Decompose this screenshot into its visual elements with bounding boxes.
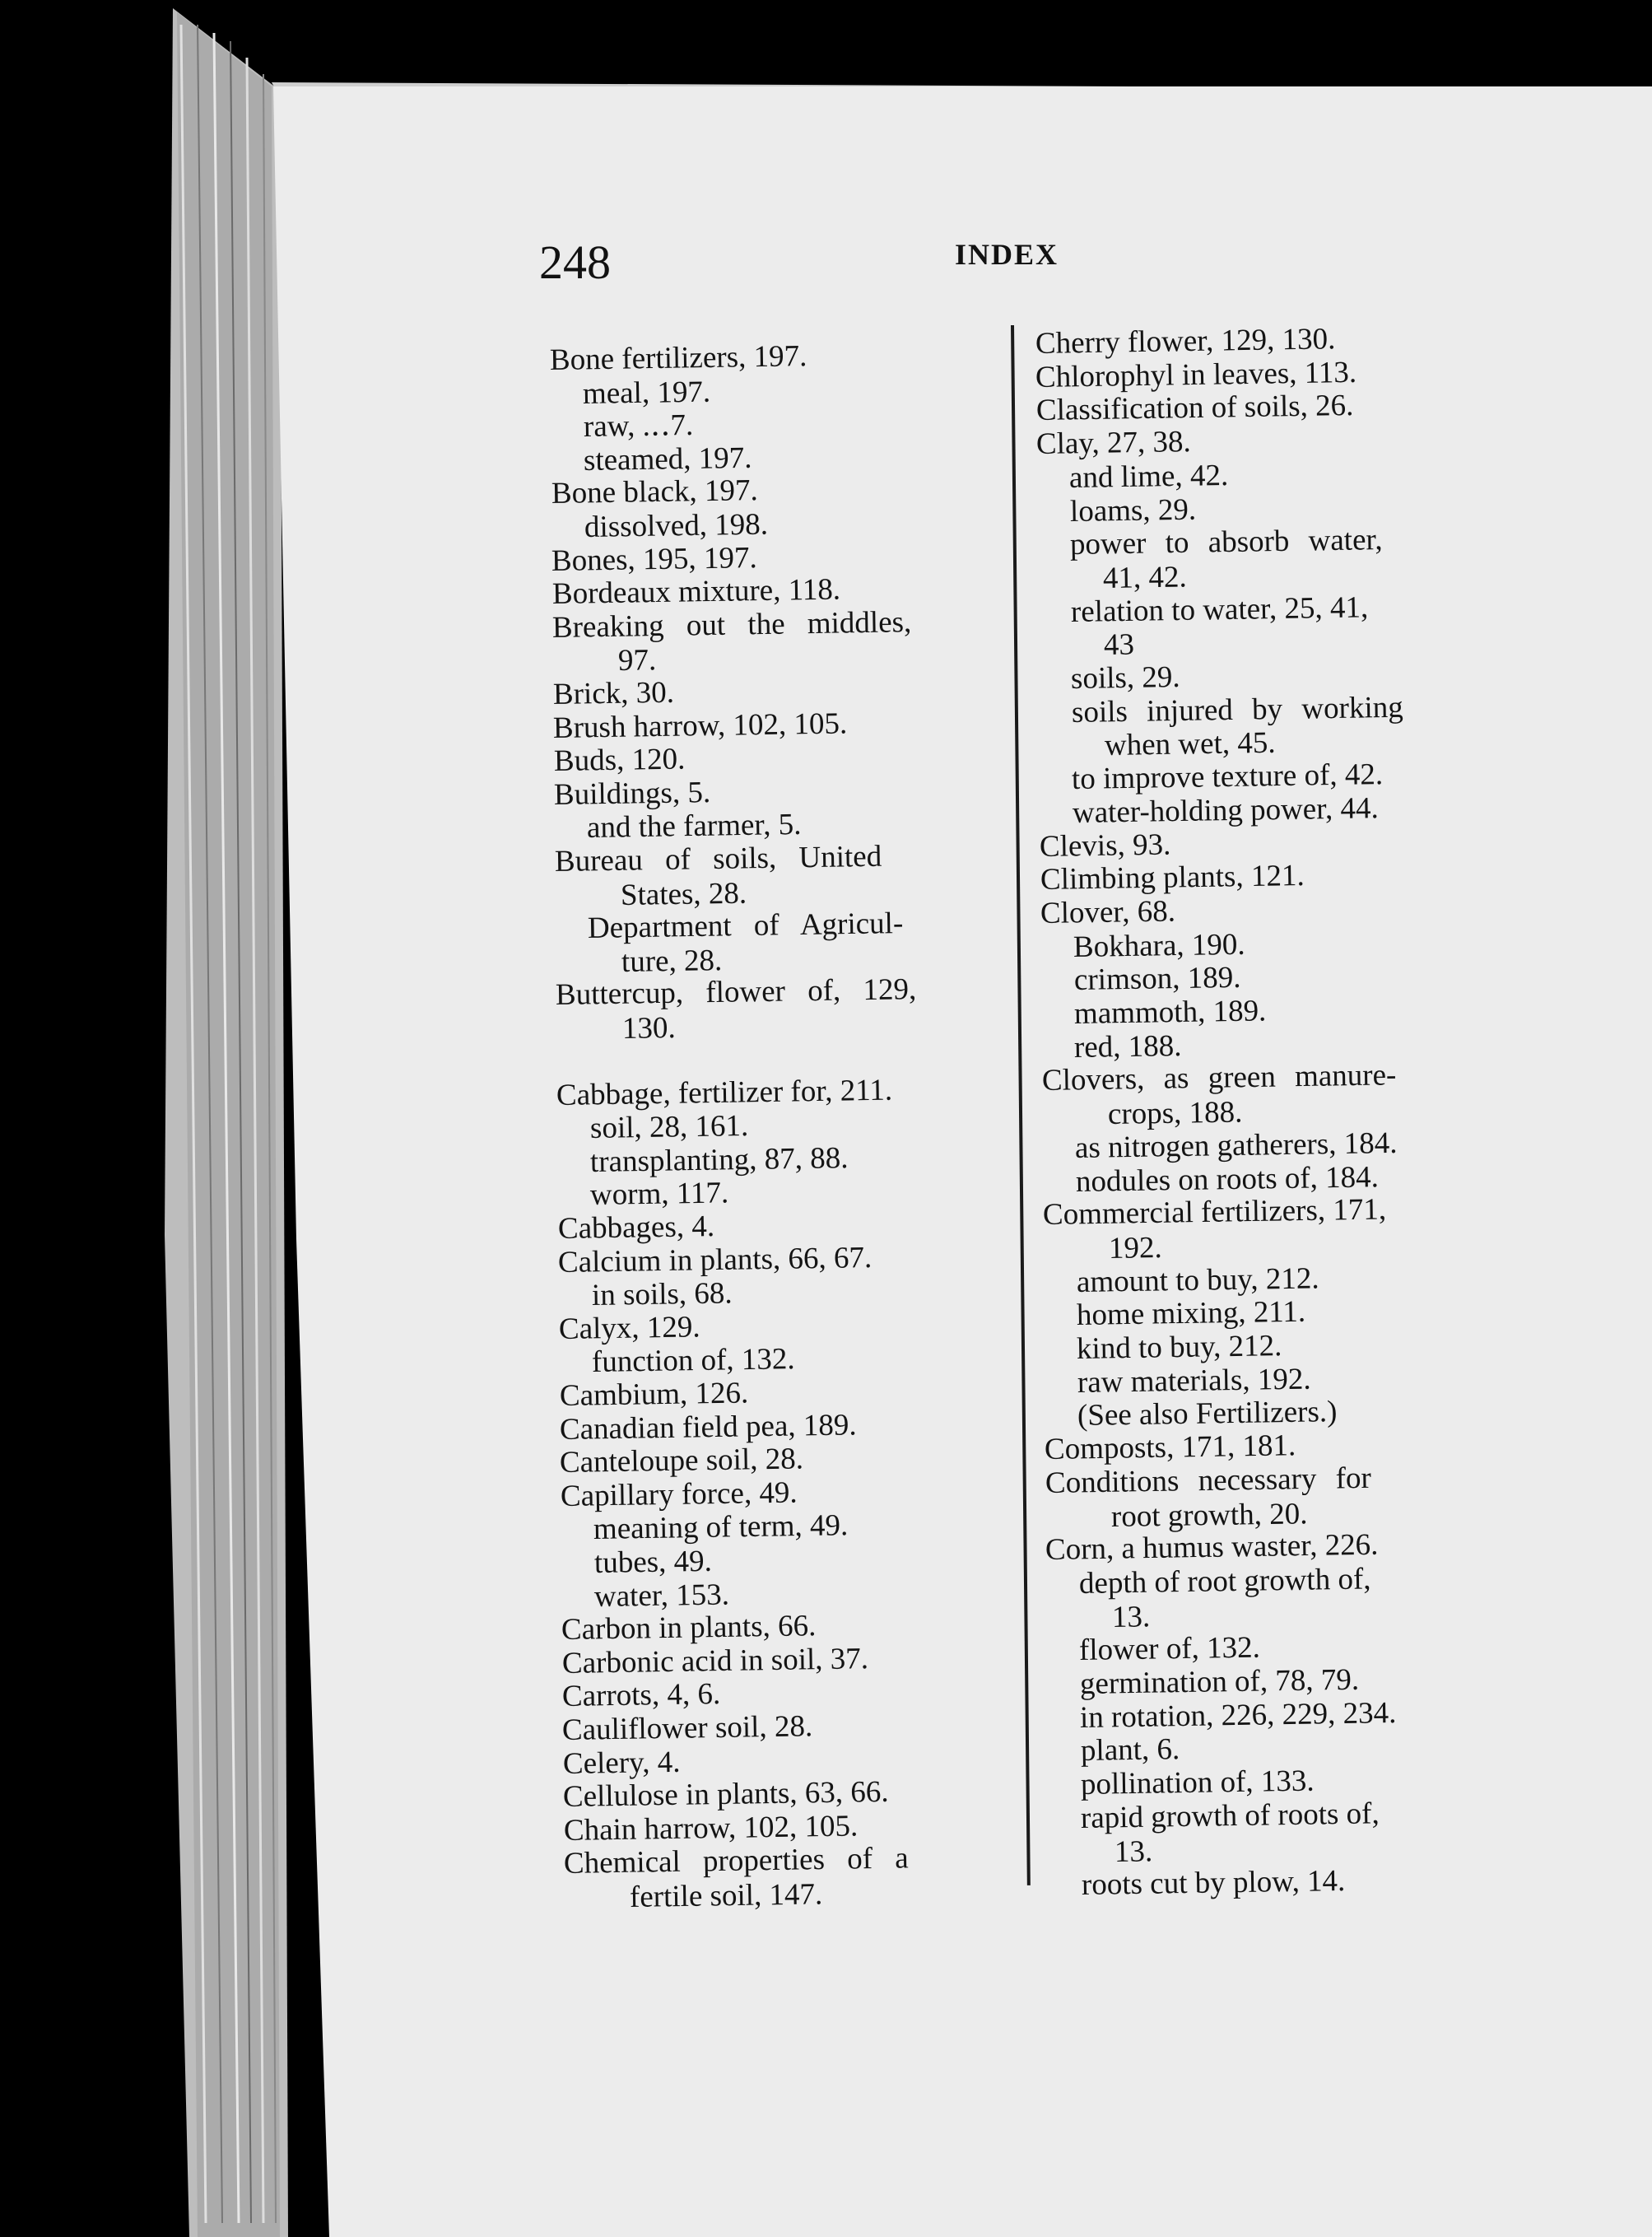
index-entry: 43 (1103, 627, 1135, 663)
index-entry: in rotation, 226, 229, 234. (1079, 1695, 1397, 1735)
index-entry: Buds, 120. (553, 742, 686, 779)
index-entry: Composts, 171, 181. (1045, 1428, 1296, 1467)
index-entry: Capillary force, 49. (560, 1475, 798, 1513)
index-entry: Clovers, as green manure- (1041, 1058, 1397, 1098)
page-number: 248 (539, 235, 611, 289)
index-entry: pollination of, 133. (1080, 1764, 1315, 1802)
index-entry: mammoth, 189. (1073, 994, 1267, 1031)
index-entry: tubes, 49. (593, 1544, 712, 1580)
index-entry: to improve texture of, 42. (1072, 757, 1384, 797)
index-entry: Climbing plants, 121. (1040, 859, 1305, 897)
index-entry: Bone black, 197. (551, 473, 758, 511)
index-entry: Clover, 68. (1040, 894, 1176, 930)
index-entry: raw, .‥7. (583, 408, 694, 445)
index-entry: germination of, 78, 79. (1079, 1662, 1360, 1701)
index-entry: nodules on roots of, 184. (1075, 1159, 1379, 1199)
index-entry: Cauliflower soil, 28. (562, 1709, 813, 1747)
index-entry: Carbonic acid in soil, 37. (561, 1641, 868, 1680)
index-entry: Cherry flower, 129, 130. (1035, 322, 1336, 361)
index-entry: Bureau of soils, United (554, 839, 882, 878)
index-entry: worm, 117. (590, 1176, 729, 1213)
index-entry: Calyx, 129. (558, 1310, 700, 1346)
index-entry: Bokhara, 190. (1073, 927, 1246, 964)
index-entry: States, 28. (620, 876, 747, 912)
index-entry: roots cut by plow, 14. (1081, 1864, 1346, 1903)
index-entry: home mixing, 211. (1076, 1294, 1306, 1333)
index-entry: red, 188. (1073, 1028, 1183, 1065)
index-entry: 97. (618, 643, 657, 678)
index-entry: in soils, 68. (591, 1276, 733, 1313)
index-entry: Brick, 30. (552, 675, 675, 711)
column-divider (1011, 325, 1031, 1885)
index-entry: 13. (1114, 1834, 1153, 1869)
index-entry: Carrots, 4, 6. (561, 1677, 721, 1714)
index-entry: soils injured by working (1071, 690, 1403, 729)
index-entry: crops, 188. (1107, 1095, 1243, 1132)
index-entry: Buildings, 5. (553, 775, 711, 812)
index-entry: plant, 6. (1080, 1732, 1180, 1769)
index-entry: Chemical properties of a (563, 1841, 909, 1881)
index-entry: dissolved, 198. (584, 507, 769, 544)
index-entry: 41, 42. (1103, 560, 1188, 595)
index-entry: depth of root growth of, (1078, 1562, 1371, 1601)
index-entry: Bone fertilizers, 197. (549, 339, 807, 377)
index-entry: as nitrogen gatherers, 184. (1074, 1125, 1398, 1165)
index-entry: function of, 132. (591, 1342, 796, 1380)
index-entry: Buttercup, flower of, 129, (555, 972, 917, 1013)
index-entry: Cellulose in plants, 63, 66. (562, 1774, 890, 1815)
index-entry: rapid growth of roots of, (1080, 1797, 1380, 1835)
index-entry: Clevis, 93. (1039, 827, 1171, 864)
index-entry: Conditions necessary for (1045, 1461, 1371, 1500)
index-entry: and lime, 42. (1069, 458, 1229, 495)
index-entry: Corn, a humus waster, 226. (1045, 1527, 1380, 1568)
index-entry: Chain harrow, 102, 105. (563, 1809, 859, 1848)
index-entry: water, 153. (593, 1578, 730, 1614)
index-entry: Chlorophyl in leaves, 113. (1035, 355, 1357, 394)
index-entry: Brush harrow, 102, 105. (552, 706, 848, 745)
index-entry: Cambium, 126. (559, 1376, 749, 1413)
index-entry: soils, 29. (1071, 659, 1181, 696)
index-entry: Clay, 27, 38. (1035, 425, 1192, 462)
index-entry: Breaking out the middles, (551, 604, 912, 645)
index-entry: Calcium in plants, 66, 67. (557, 1240, 873, 1279)
index-entry: water-holding power, 44. (1072, 790, 1379, 830)
index-entry: raw materials, 192. (1077, 1362, 1311, 1400)
index-entry: Bordeaux mixture, 118. (551, 572, 840, 612)
index-entry: Bones, 195, 197. (551, 540, 758, 578)
index-entry: when wet, 45. (1104, 726, 1277, 763)
index-entry: 130. (621, 1010, 676, 1046)
index-entry: ture, 28. (621, 943, 723, 979)
index-entry: flower of, 132. (1079, 1630, 1261, 1668)
index-entry: steamed, 197. (583, 440, 752, 478)
index-entry: root growth, 20. (1110, 1496, 1308, 1534)
index-entry: relation to water, 25, 41, (1070, 590, 1369, 629)
index-entry: fertile soil, 147. (630, 1877, 823, 1914)
index-entry: Cabbage, fertilizer for, 211. (556, 1073, 893, 1112)
index-entry: transplanting, 87, 88. (589, 1140, 849, 1179)
index-entry: 13. (1111, 1599, 1151, 1634)
index-entry: (See also Fertilizers.) (1077, 1395, 1338, 1433)
index-entry: kind to buy, 212. (1077, 1329, 1283, 1366)
index-entry: Classification of soils, 26. (1035, 389, 1354, 428)
index-entry: power to absorb water, (1069, 523, 1383, 562)
index-entry: meal, 197. (583, 375, 711, 411)
index-entry: Cabbages, 4. (557, 1209, 715, 1246)
index-entry: loams, 29. (1069, 492, 1197, 529)
index-entry: crimson, 189. (1073, 961, 1241, 998)
index-entry: Canadian field pea, 189. (559, 1407, 857, 1447)
running-head: INDEX (955, 238, 1059, 271)
index-entry: Carbon in plants, 66. (561, 1609, 817, 1647)
index-entry: Department of Agricul- (588, 906, 904, 946)
index-entry: Celery, 4. (562, 1745, 681, 1781)
index-entry: soil, 28, 161. (589, 1109, 749, 1146)
index-entry: and the farmer, 5. (586, 808, 803, 846)
index-entry: meaning of term, 49. (593, 1508, 849, 1547)
index-entry: amount to buy, 212. (1076, 1261, 1319, 1299)
index-entry: 192. (1108, 1230, 1163, 1265)
index-entry: Commercial fertilizers, 171, (1042, 1192, 1387, 1233)
index-entry: Canteloupe soil, 28. (560, 1442, 804, 1480)
